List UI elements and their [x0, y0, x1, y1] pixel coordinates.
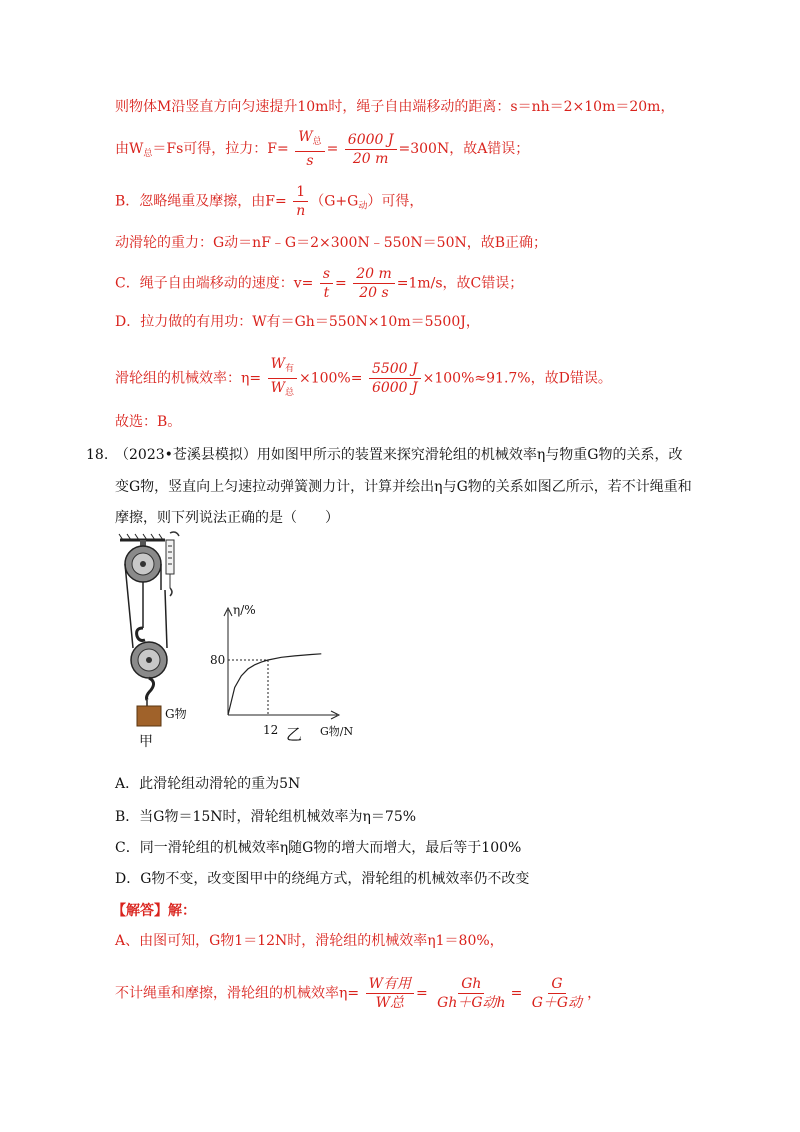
fraction	[366, 975, 414, 1012]
efficiency-chart	[210, 603, 353, 744]
fraction	[268, 355, 297, 402]
option-d[interactable]: D．G物不变，改变图甲中的绕绳方式，滑轮组的机械效率仍不改变	[115, 871, 530, 887]
text: ，	[587, 985, 602, 1002]
frac-num: 6000 J	[345, 131, 397, 150]
frac-den: 6000 J	[371, 380, 418, 396]
answer-line: A、由图可知，G物1＝12N时，滑轮组的机械效率η1＝80%，	[115, 933, 504, 949]
fraction	[345, 131, 397, 168]
solution-line	[115, 128, 529, 170]
y-axis-label: η/%	[233, 603, 256, 617]
subscript: 总	[284, 388, 294, 398]
subscript: 有	[284, 364, 294, 374]
fraction	[434, 975, 508, 1012]
answer-line	[115, 975, 601, 1012]
option-b[interactable]: B．当G物＝15N时，滑轮组机械效率为η＝75%	[115, 809, 417, 825]
block-label: G物	[165, 707, 187, 721]
subscript: 总	[312, 137, 322, 147]
ceiling	[119, 534, 165, 540]
label-jia: 甲	[139, 734, 153, 750]
answer-heading: 【解答】解：	[112, 903, 196, 919]
text: =	[335, 275, 347, 292]
question-text: 摩擦，则下列说法正确的是（ ）	[115, 510, 339, 526]
x-axis-label: G物/N	[320, 725, 354, 738]
text: =	[415, 985, 428, 1002]
frac-den: n	[296, 203, 306, 219]
text: 滑轮组的机械效率：η=	[115, 370, 262, 387]
solution-line: 动滑轮的重力：G动＝nF﹣G＝2×300N﹣550N＝50N，故B正确；	[115, 235, 548, 251]
text: B．忽略绳重及摩擦，由F=	[115, 193, 287, 210]
fraction	[295, 128, 324, 170]
frac-num: W	[298, 129, 313, 145]
hook-icon	[137, 628, 145, 641]
fraction	[293, 183, 308, 220]
frac-num: W有用	[366, 975, 414, 994]
fraction	[353, 265, 395, 302]
frac-num: Gh	[458, 975, 484, 994]
question-text: （2023•苍溪县模拟）用如图甲所示的装置来探究滑轮组的机械效率η与物重G物的关系，改	[115, 447, 683, 463]
question-text: 变G物，竖直向上匀速拉动弹簧测力计，计算并绘出η与G物的关系如图乙所示，若不计绳重和	[115, 479, 692, 495]
fixed-pulley	[125, 540, 161, 582]
frac-num: W	[270, 356, 285, 372]
fraction	[529, 975, 585, 1012]
frac-den: Gh＋G动h	[437, 995, 506, 1011]
text: =1m/s，故C错误；	[396, 275, 524, 292]
figure	[115, 530, 375, 750]
text: C．绳子自由端移动的速度：v=	[115, 275, 314, 292]
efficiency-curve	[228, 654, 321, 715]
subscript: 总	[143, 149, 153, 159]
solution-line	[115, 355, 612, 402]
text: =	[510, 985, 523, 1002]
frac-den: 20 s	[359, 285, 389, 301]
question-number: 18.	[86, 447, 109, 463]
y-tick-label: 80	[210, 653, 226, 667]
text: ×100%=	[298, 370, 363, 387]
text: （G+G	[310, 193, 359, 210]
label-yi: 乙	[286, 725, 303, 744]
frac-num: s	[320, 265, 333, 284]
frac-num: G	[548, 975, 565, 994]
text: ＝Fs可得，拉力：F=	[152, 141, 289, 157]
subscript: 动	[358, 201, 368, 212]
frac-den: W	[270, 380, 285, 396]
frac-den: t	[323, 285, 330, 301]
frac-den: 20 m	[352, 150, 389, 167]
option-a[interactable]: A．此滑轮组动滑轮的重为5N	[115, 776, 301, 792]
option-c[interactable]: C．同一滑轮组的机械效率η随G物的增大而增大，最后等于100%	[115, 840, 522, 856]
solution-line: D．拉力做的有用功：W有＝Gh＝550N×10m＝5500J，	[115, 314, 480, 330]
frac-den: s	[306, 153, 314, 169]
text: ）可得，	[367, 193, 424, 210]
text: 不计绳重和摩擦，滑轮组的机械效率η=	[115, 985, 360, 1002]
frac-num: 1	[293, 183, 308, 202]
movable-pulley	[131, 642, 167, 678]
solution-conclusion: 故选：B。	[115, 414, 182, 430]
frac-den: W总	[375, 995, 404, 1011]
hook-icon	[147, 678, 154, 700]
fraction	[369, 360, 421, 397]
frac-num: 5500 J	[369, 360, 421, 379]
text: =300N，故A错误；	[398, 141, 530, 157]
solution-line	[115, 183, 423, 220]
fraction	[320, 265, 333, 302]
x-tick-label: 12	[263, 723, 279, 737]
frac-den: G＋G动	[531, 995, 583, 1011]
text: =	[326, 141, 339, 157]
frac-num: 20 m	[353, 265, 395, 284]
spring-scale-icon	[166, 532, 179, 596]
solution-line	[115, 265, 523, 302]
text: ×100%≈91.7%，故D错误。	[422, 370, 612, 387]
weight-block	[137, 706, 161, 726]
text: 由W	[115, 141, 144, 157]
solution-line: 则物体M沿竖直方向匀速提升10m时，绳子自由端移动的距离：s＝nh＝2×10m＝20m，	[115, 99, 675, 115]
